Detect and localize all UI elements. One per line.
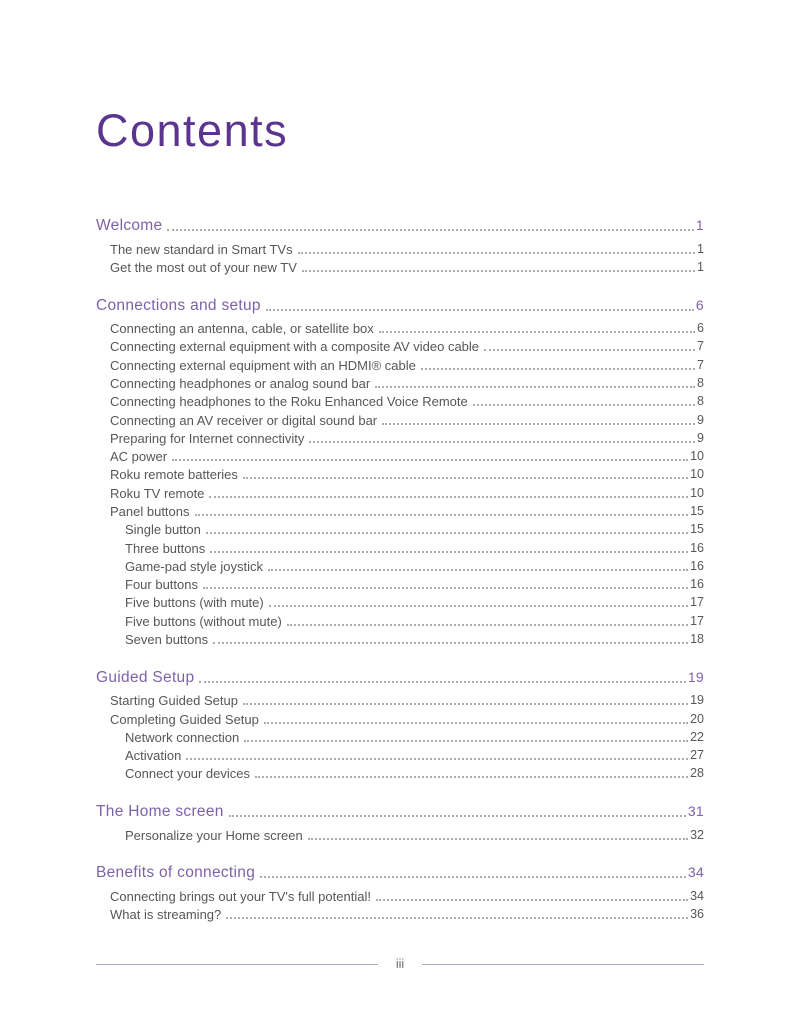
toc-section-row — [96, 296, 704, 315]
toc-leader-dots — [244, 740, 688, 742]
toc-leader-dots — [172, 459, 688, 461]
toc-section-row — [96, 802, 704, 821]
toc-entry-row — [96, 448, 704, 466]
toc-entry-label: Single button — [125, 522, 201, 538]
toc-entry-row — [96, 594, 704, 612]
toc-entry-row — [96, 240, 704, 258]
toc-entry-label: Welcome — [96, 217, 163, 234]
toc-entry-label: Five buttons (with mute) — [125, 595, 264, 611]
toc-entry-row — [96, 557, 704, 575]
footer-rule-right — [422, 964, 704, 965]
toc-entry-label: Completing Guided Setup — [110, 711, 259, 727]
toc-entry-label: Game-pad style joystick — [125, 558, 263, 574]
toc-page-number: 10 — [690, 467, 704, 482]
toc-leader-dots — [302, 270, 695, 272]
toc-page-number: 8 — [697, 394, 704, 409]
toc-leader-dots — [186, 758, 688, 760]
toc-entry-row — [96, 826, 704, 844]
toc-page-number: 8 — [697, 376, 704, 390]
toc-entry-row — [96, 630, 704, 648]
toc-leader-dots — [206, 532, 688, 534]
toc-page-number: 19 — [690, 693, 704, 708]
page-footer — [96, 957, 704, 972]
toc-entry-label: Guided Setup — [96, 668, 195, 686]
toc-entry-row — [96, 710, 704, 728]
toc-leader-dots — [226, 917, 688, 919]
toc-page-number: 7 — [697, 339, 704, 354]
toc-entry-label: Connect your devices — [125, 766, 251, 782]
toc-entry-row — [96, 484, 704, 502]
toc-leader-dots — [376, 899, 688, 901]
toc-leader-dots — [199, 681, 685, 683]
toc-entry-label: Seven buttons — [125, 631, 209, 647]
toc-page-number: 6 — [697, 321, 704, 336]
toc-entry-label: Panel buttons — [110, 503, 190, 519]
toc-leader-dots — [379, 331, 695, 333]
toc-list — [96, 216, 704, 924]
toc-entry-label: Three buttons — [125, 540, 206, 556]
toc-entry-row — [96, 502, 704, 520]
toc-page-number: 7 — [697, 357, 704, 372]
toc-leader-dots — [264, 722, 688, 724]
toc-entry-label: Network connection — [125, 729, 240, 745]
toc-page-number: 31 — [687, 803, 704, 820]
toc-leader-dots — [421, 368, 695, 370]
toc-entry-label: Connecting external equipment with a composite AV video cable — [110, 339, 480, 355]
toc-leader-dots — [167, 229, 693, 231]
toc-page-number: 17 — [690, 595, 704, 610]
toc-entry-label: AC power — [110, 449, 168, 465]
toc-entry-label: Activation — [125, 748, 182, 764]
toc-entry-label: Connecting headphones or analog sound bar — [110, 376, 371, 391]
toc-entry-label: Get the most out of your new TV — [110, 259, 297, 275]
toc-page-number: 16 — [690, 577, 704, 592]
toc-entry-label: Preparing for Internet connectivity — [110, 430, 305, 446]
toc-page-number: 16 — [690, 558, 704, 573]
toc-entry-label: Five buttons (without mute) — [125, 613, 282, 629]
toc-entry-label: The Home screen — [96, 803, 224, 821]
toc-entry-label: Roku TV remote — [110, 485, 205, 501]
toc-entry-row — [96, 429, 704, 447]
toc-leader-dots — [203, 587, 688, 589]
toc-entry-row — [96, 765, 704, 783]
toc-page-number: 27 — [690, 748, 704, 763]
toc-leader-dots — [269, 605, 688, 607]
toc-page-number: 17 — [690, 613, 704, 628]
toc-entry-row — [96, 320, 704, 338]
toc-page-number: 19 — [687, 668, 704, 685]
toc-entry-row — [96, 521, 704, 539]
toc-entry-row — [96, 374, 704, 392]
toc-page-number: 36 — [690, 907, 704, 922]
toc-page-number: 15 — [690, 522, 704, 537]
toc-entry-row — [96, 466, 704, 484]
toc-entry-label: Connecting headphones to the Roku Enhanced Voice Remote — [110, 394, 468, 410]
toc-leader-dots — [195, 514, 689, 516]
toc-leader-dots — [266, 309, 694, 311]
toc-entry-label: Connecting an AV receiver or digital sound bar — [110, 412, 378, 428]
toc-page-number: 34 — [690, 888, 704, 903]
toc-entry-row — [96, 258, 704, 276]
footer-rule-left — [96, 964, 378, 965]
toc-leader-dots — [375, 386, 695, 388]
toc-leader-dots — [229, 815, 686, 817]
toc-page-number: 9 — [697, 412, 704, 427]
toc-entry-label: Connections and setup — [96, 296, 261, 314]
toc-entry-row — [96, 576, 704, 594]
toc-entry-row — [96, 906, 704, 924]
toc-leader-dots — [243, 477, 688, 479]
toc-entry-row — [96, 728, 704, 746]
toc-leader-dots — [473, 404, 695, 406]
toc-page-number: 10 — [690, 449, 704, 464]
toc-page-number: 28 — [690, 766, 704, 781]
toc-entry-row — [96, 612, 704, 630]
toc-entry-label: Connecting an antenna, cable, or satellite box — [110, 321, 374, 337]
toc-leader-dots — [213, 642, 688, 644]
toc-leader-dots — [209, 496, 688, 498]
toc-leader-dots — [287, 624, 688, 626]
toc-entry-label: Connecting external equipment with an HDMI® cable — [110, 357, 416, 373]
page-number: iii — [395, 957, 405, 971]
toc-leader-dots — [484, 349, 695, 351]
toc-page-number: 1 — [697, 241, 704, 256]
toc-page-number: 20 — [690, 711, 704, 726]
toc-page-number: 22 — [690, 729, 704, 744]
toc-page-number: 18 — [690, 631, 704, 646]
toc-leader-dots — [308, 838, 688, 840]
toc-page-number: 9 — [697, 430, 704, 445]
toc-page-number: 1 — [695, 217, 704, 233]
toc-entry-label: What is streaming? — [110, 907, 222, 923]
toc-entry-row — [96, 356, 704, 374]
toc-leader-dots — [298, 252, 695, 254]
toc-entry-row — [96, 393, 704, 411]
toc-leader-dots — [382, 423, 695, 425]
toc-page-number: 34 — [687, 864, 704, 881]
toc-leader-dots — [243, 703, 688, 705]
toc-page-number: 1 — [697, 259, 704, 274]
toc-leader-dots — [255, 776, 688, 778]
toc-entry-row — [96, 887, 704, 905]
toc-page-number: 10 — [690, 485, 704, 500]
toc-leader-dots — [268, 569, 688, 571]
toc-page-number: 32 — [690, 827, 704, 842]
page-title: Contents — [96, 105, 289, 156]
toc-page-number: 15 — [690, 503, 704, 518]
toc-entry-row — [96, 746, 704, 764]
toc-entry-label: Connecting brings out your TV's full potential! — [110, 888, 371, 904]
toc-entry-row — [96, 539, 704, 557]
toc-leader-dots — [210, 551, 688, 553]
toc-section-row — [96, 216, 704, 235]
toc-page-number: 16 — [690, 540, 704, 555]
toc-section-row — [96, 863, 704, 882]
toc-leader-dots — [260, 876, 686, 878]
toc-entry-row — [96, 411, 704, 429]
toc-entry-label: Roku remote batteries — [110, 467, 238, 483]
toc-section-row — [96, 668, 704, 687]
toc-entry-label: Benefits of connecting — [96, 864, 256, 882]
toc-entry-label: Starting Guided Setup — [110, 693, 238, 709]
toc-page-number: 6 — [695, 296, 704, 313]
toc-entry-label: Four buttons — [125, 577, 198, 593]
toc-entry-label: The new standard in Smart TVs — [110, 241, 293, 257]
toc-leader-dots — [309, 441, 695, 443]
toc-entry-label: Personalize your Home screen — [125, 827, 303, 843]
toc-entry-row — [96, 338, 704, 356]
toc-entry-row — [96, 692, 704, 710]
